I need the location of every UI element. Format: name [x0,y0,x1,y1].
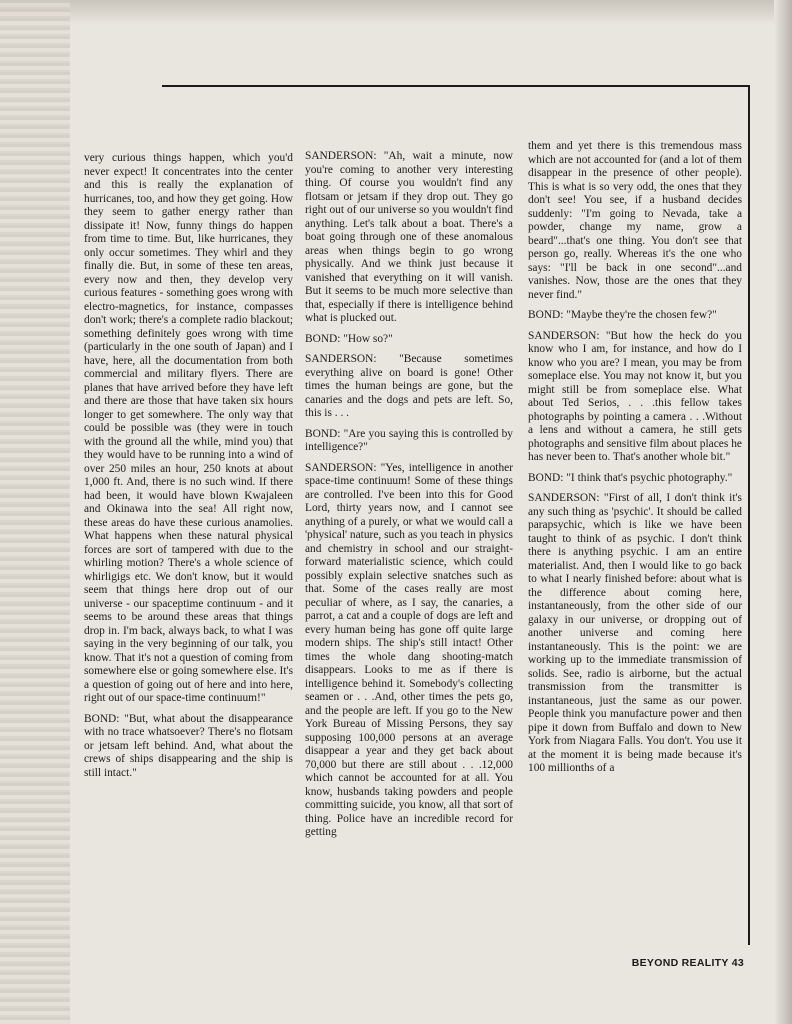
page-footer: BEYOND REALITY 43 [631,957,744,969]
scan-bleed-through-margin [0,0,70,1024]
text-column-3 [528,140,742,930]
scan-top-shadow [0,0,792,24]
paragraph: BOND: "How so?" [305,332,393,345]
paragraph: SANDERSON: "Yes, intelligence in another space-time continuum! Some of these things are controlled. I've been into this for Good Lord, thirty years now, and I cannot see anything of a purely, or what we would call a 'physical' nature, such as you teach in physics and chemistry in school and our straight-forward materialistic science, which could possibly explain selective snatches such as that. Some of the cases really are most peculiar of where, as I say, the canaries, a parrot, a cat and a couple of dogs are left and every human being has gone off quite large modern ships. The ship's still intact! Other times the whole dang shooting-match disappears. Looks to me as if there is intelligence behind it. Somebody's collecting seamen or . . .And, other times the pets go, and the people are left. If you go to the New York Bureau of Missing Persons, they say supposing 100,000 persons at an average disappear a year and they get back about 70,000 but there are still about . . .12,000 which cannot be accounted for at all. You know, husbands taking powders and people committing suicide, you know, all that sort of thing. Police have an incredible record for getting [305,461,513,838]
text-column-1 [84,152,293,942]
text-column-2 [305,150,513,940]
frame-right-rule [748,85,750,945]
frame-top-rule [162,85,750,87]
paragraph: BOND: "Are you saying this is controlled by intelligence?" [305,427,513,453]
paragraph: BOND: "I think that's psychic photography." [528,471,733,484]
paragraph: them and yet there is this tremendous mass which are not accounted for (and a lot of them disappear in the presence of other people). This is what is so very odd, the ones that they don't see! You see, if a husband decides suddenly: "I'm going to Nevada, take a powder, change my name, grow a beard"...that's one thing. You don't see that person go, really. Whereas it's the one who says: "I'll be back in one second"...and vanishes. Now, those are the ones that they never find." [528,140,742,301]
paragraph: SANDERSON: "But how the heck do you know who I am, for instance, and how do I know who you are? I mean, you may be from someplace else. You may not know it, but you might still be from someplace else. What about Ted Serios, . . .this fellow takes photographs by pointing a camera . . .Without a lens and without a camera, he still gets photographs and sensitive film about places he has never been to. That's another whole bit." [528,329,742,463]
scan-right-shadow [774,0,792,1024]
paragraph: SANDERSON: "Because sometimes everything alive on board is gone! Other times the human beings are gone, but the canaries and the dogs and pets are left. So, this is . . . [305,353,513,419]
paragraph: SANDERSON: "Ah, wait a minute, now you're coming to another very interesting thing. Of course you wouldn't find any flotsam or jetsam if they drop out. They go right out of our universe so you wouldn't find anything. Let's talk about a boat. There's a boat going through one of these anomalous areas when things begin to go wrong physically. And we think just because it vanished that everything on it will vanish. But it seems to be much more selective than that, especially if there is intelligence behind what is plucked out. [305,150,513,324]
paragraph: BOND: "Maybe they're the chosen few?" [528,309,717,321]
paragraph: BOND: "But, what about the disappearance with no trace whatsoever? There's no flotsam or jetsam left behind. And, what about the crews of ships disappearing and the ship is still intact." [84,712,293,779]
paragraph: SANDERSON: "First of all, I don't think it's any such thing as 'psychic'. It should be called parapsychic, which is like we have been taught to think of as psychic. I don't think there is anything psychic. I am an entire materialist. And, then I would like to go back to what I nearly finished before: about what is the difference about coming here, instantaneously, from the other side of our galaxy in our universe, or dropping out of another universe and coming here instantaneously. This is the point: we are working up to the immediate transmission of solids. See, radio is airborne, but the actual transmission from the transmitter is instantaneous, just the same as our power. People think you manufacture power and then pipe it down from Buffalo and down to New York from Niagara Falls. You don't. You use it at the moment it is being made because it's 100 millionths of a [528,492,742,774]
paragraph: very curious things happen, which you'd never expect! It concentrates into the center and this is really the explanation of hurricanes, too, and how they get going. How they seem to gather energy rather than dissipate it! Now, funny things do happen from time to time. But, like hurricanes, they only occur sometimes. They whirl and they finally die. But, in some of these ten areas, every now and then, they develop very curious features - something goes wrong with electro-magnetics, for instance, compasses don't work; there's a complete radio blackout; something definitely goes wrong with time (particularly in the one south of Japan) and I have, here, all the documentation from both commercial and military flyers. There are planes that have arrived before they have left and there are those that have taken six hours longer to get somewhere. The only way that could be possible was (they were in touch with the ground all the while, mind you) that they would have to be running into a wind of over 250 miles an hour, 250 knots at about 1,000 ft. And, there is no such wind. If there had been, it would have blown Kwajaleen and Okinawa into the sea! All right now, these areas do have these curious anamolies. What happens when these natural physical forces are sort of tampered with due to the whirling motion? There's a whole science of whirligigs etc. We don't know, but it would seem that things here drop out of our universe - our spaceptime continuum - and it seems to be around these areas that things drop in. I'm back, always back, to what I was saying in the very beginning of our talk, you know. That it's not a question of coming from somewhere else or going somewhere else. It's a question of going out of here and into here, right out of our space-time continuum!" [84,152,293,704]
